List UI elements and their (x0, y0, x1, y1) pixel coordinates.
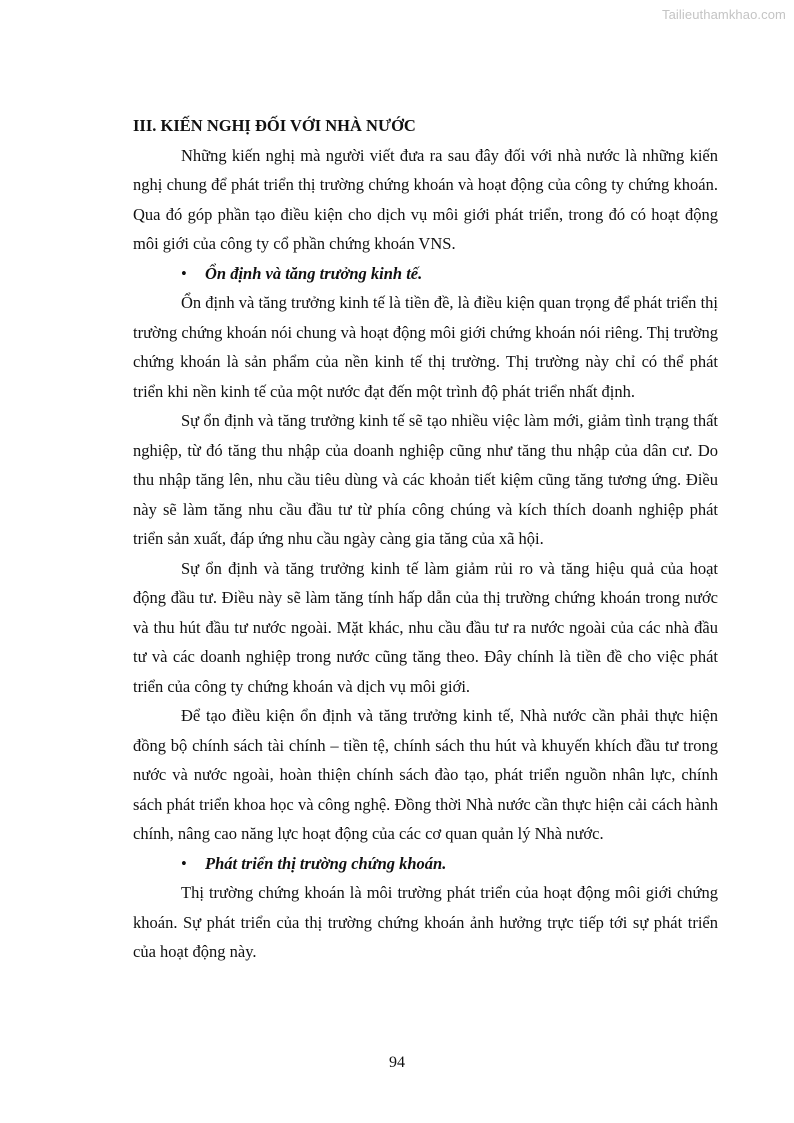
bullet-item (133, 849, 718, 879)
bullet-text: Phát triển thị trường chứng khoán. (205, 853, 447, 873)
section-heading: III. KIẾN NGHỊ ĐỐI VỚI NHÀ NƯỚC (133, 116, 416, 135)
paragraph: Sự ổn định và tăng trưởng kinh tế làm giảm rủi ro và tăng hiệu quả của hoạt động đầu tư. Điều này sẽ làm tăng tính hấp dẫn của thị trường chứng khoán trong nước và thu hút đầu tư nước ngoài. Mặt khác, nhu cầu đầu tư ra nước ngoài của các nhà đầu tư và các doanh nghiệp trong nước cũng tăng theo. Đây chính là tiền đề cho việc phát triển của công ty chứng khoán và dịch vụ môi giới. (133, 558, 718, 696)
paragraph: Thị trường chứng khoán là môi trường phát triển của hoạt động môi giới chứng khoán. Sự phát triển của thị trường chứng khoán ảnh hưởng trực tiếp tới sự phát triển của hoạt động này. (133, 883, 718, 961)
bullet-icon: • (181, 263, 187, 283)
paragraph: Ổn định và tăng trưởng kinh tế là tiền đề, là điều kiện quan trọng để phát triển thị trường chứng khoán nói chung và hoạt động môi giới chứng khoán nói riêng. Thị trường chứng khoán là sản phẩm của nền kinh tế thị trường. Thị trường này chỉ có thể phát triển khi nền kinh tế của một nước đạt đến một trình độ phát triển nhất định. (133, 293, 718, 401)
bullet-icon: • (181, 853, 187, 873)
paragraph: Sự ổn định và tăng trưởng kinh tế sẽ tạo nhiều việc làm mới, giảm tình trạng thất nghiệp, từ đó tăng thu nhập của doanh nghiệp cũng như tăng thu nhập của dân cư. Do thu nhập tăng lên, nhu cầu tiêu dùng và các khoản tiết kiệm cũng tăng tương ứng. Điều này sẽ làm tăng nhu cầu đầu tư từ phía công chúng và kích thích doanh nghiệp phát triển sản xuất, đáp ứng nhu cầu ngày càng gia tăng của xã hội. (133, 411, 718, 548)
paragraph: Để tạo điều kiện ổn định và tăng trưởng kinh tế, Nhà nước cần phải thực hiện đồng bộ chính sách tài chính – tiền tệ, chính sách thu hút và khuyến khích đầu tư trong nước và nước ngoài, hoàn thiện chính sách đào tạo, phát triển nguồn nhân lực, chính sách phát triển khoa học và công nghệ. Đồng thời Nhà nước cần thực hiện cải cách hành chính, nâng cao năng lực hoạt động của các cơ quan quản lý Nhà nước. (133, 706, 718, 843)
paragraph: Những kiến nghị mà người viết đưa ra sau đây đối với nhà nước là những kiến nghị chung để phát triển thị trường chứng khoán và hoạt động của công ty chứng khoán. Qua đó góp phần tạo điều kiện cho dịch vụ môi giới phát triển, trong đó có hoạt động môi giới của công ty cổ phần chứng khoán VNS. (133, 145, 718, 253)
page-number: 94 (389, 1054, 405, 1071)
bullet-item (133, 259, 718, 289)
bullet-text: Ổn định và tăng trưởng kinh tế. (205, 263, 423, 283)
document-body (133, 111, 718, 967)
watermark: Tailieuthamkhao.com (661, 7, 786, 22)
